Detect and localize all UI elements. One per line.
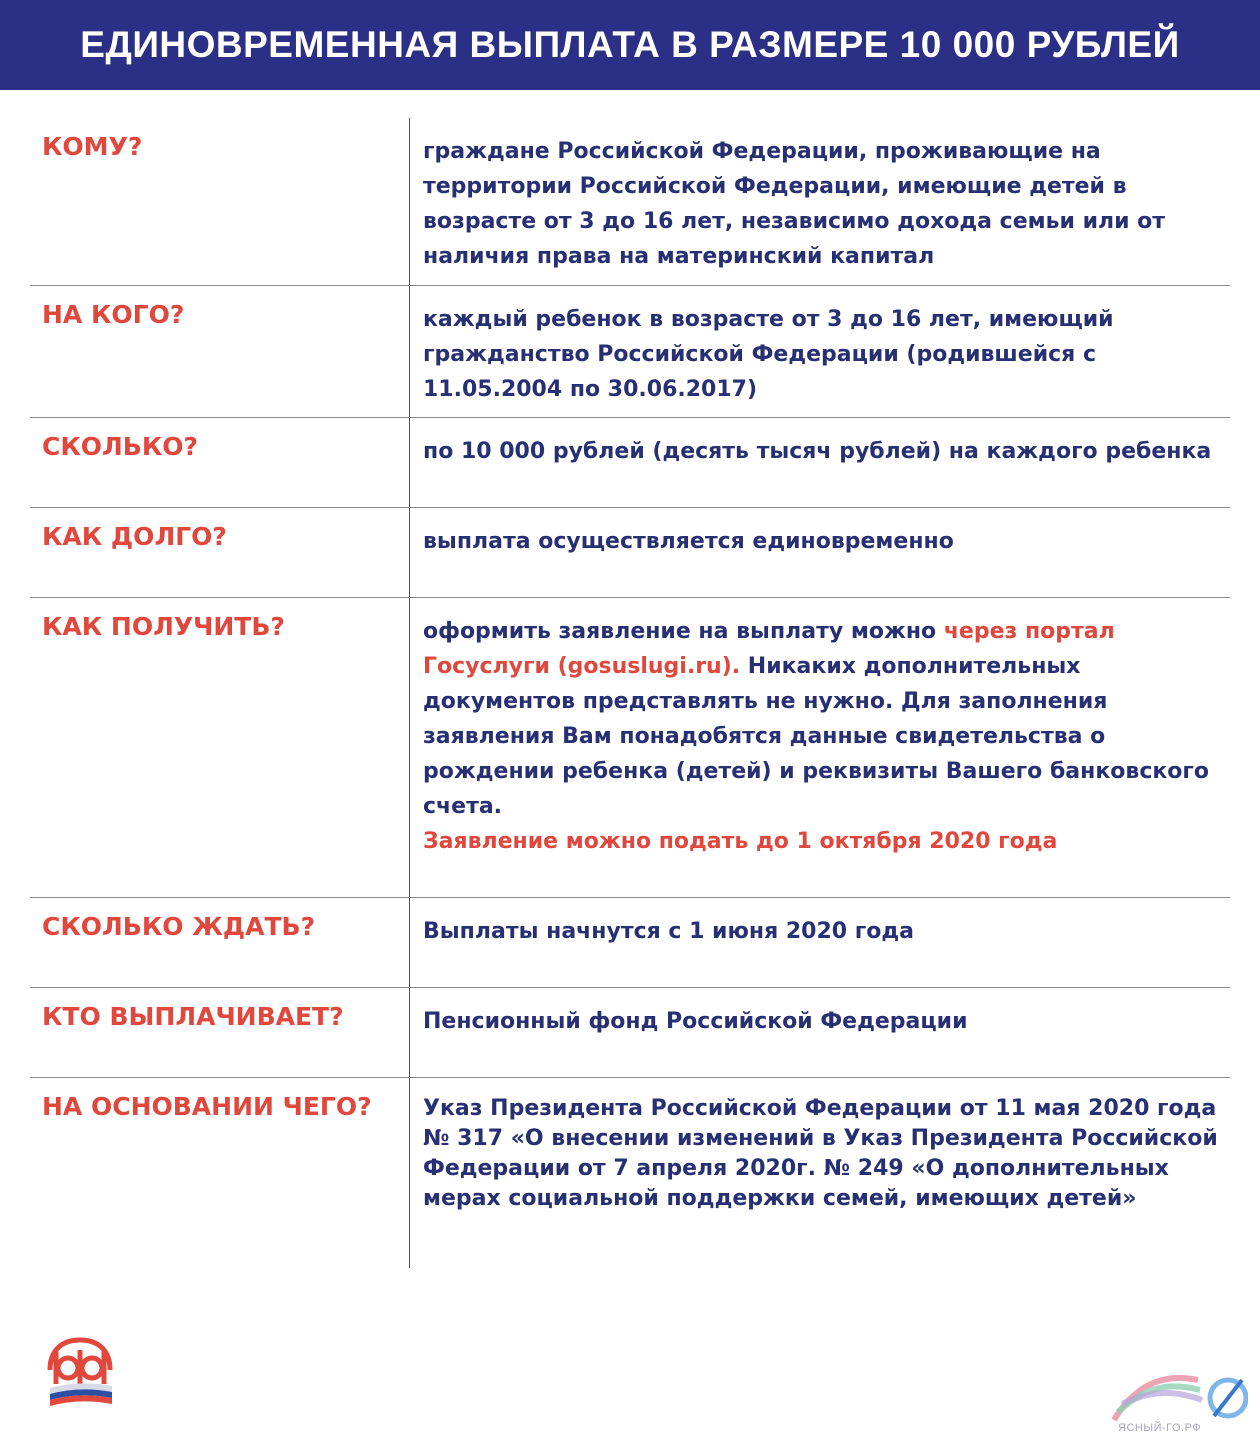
row-label: СКОЛЬКО? — [30, 418, 410, 507]
row-how-to-get — [30, 598, 1230, 898]
gosuslugi-link-text: через портал Госуслуги (gosuslugi.ru). — [423, 619, 1115, 679]
row-whom — [30, 118, 1230, 286]
value-text: Никаких дополнительных документов представлять не нужно. Для заполнения заявления Вам понадобятся данные свидетельства о рождении ребенка (детей) и реквизиты Вашего банковского счета. — [423, 654, 1210, 819]
row-how-much — [30, 418, 1230, 508]
row-value: каждый ребенок в возрасте от 3 до 16 лет, имеющий гражданство Российской Федерации (родившейся с 11.05.2004 по 30.06.2017) — [423, 307, 1114, 402]
row-value: выплата осуществляется единовременно — [423, 529, 954, 554]
row-label: НА КОГО? — [30, 286, 410, 417]
row-who-pays — [30, 988, 1230, 1078]
row-how-long-wait — [30, 898, 1230, 988]
info-table — [30, 118, 1230, 1268]
row-how-long — [30, 508, 1230, 598]
row-label: НА ОСНОВАНИИ ЧЕГО? — [30, 1078, 410, 1268]
header-banner — [0, 0, 1260, 90]
row-label: КТО ВЫПЛАЧИВАЕТ? — [30, 988, 410, 1077]
page-title: ЕДИНОВРЕМЕННАЯ ВЫПЛАТА В РАЗМЕРЕ 10 000 РУБЛЕЙ — [80, 24, 1180, 65]
row-label: КАК ДОЛГО? — [30, 508, 410, 597]
row-value: граждане Российской Федерации, проживающие на территории Российской Федерации, имеющие детей в возрасте от 3 до 16 лет, независимо дохода семьи или от наличия права на материнский капитал — [423, 139, 1166, 269]
row-label: СКОЛЬКО ЖДАТЬ? — [30, 898, 410, 987]
site-name: ЯСНЫЙ-ГО.РФ — [1118, 1422, 1202, 1434]
row-legal-basis — [30, 1078, 1230, 1268]
pfr-logo-icon — [42, 1332, 118, 1408]
row-label: КАК ПОЛУЧИТЬ? — [30, 598, 410, 897]
row-for-whom — [30, 286, 1230, 418]
row-value: по 10 000 рублей (десять тысяч рублей) на каждого ребенка — [423, 439, 1212, 464]
deadline-text: Заявление можно подать до 1 октября 2020 года — [423, 829, 1058, 854]
value-text: оформить заявление на выплату можно — [423, 619, 944, 644]
row-value — [410, 598, 1230, 897]
row-value: Выплаты начнутся с 1 июня 2020 года — [423, 919, 914, 944]
row-value: Указ Президента Российской Федерации от 11 мая 2020 года № 317 «О внесении изменений в Указ Президента Российской Федерации от 7 апреля 2020г. № 249 «О дополнительных мерах социальной поддержки семей, имеющих детей» — [423, 1096, 1218, 1211]
row-value: Пенсионный фонд Российской Федерации — [423, 1009, 968, 1034]
row-label: КОМУ? — [30, 118, 410, 285]
